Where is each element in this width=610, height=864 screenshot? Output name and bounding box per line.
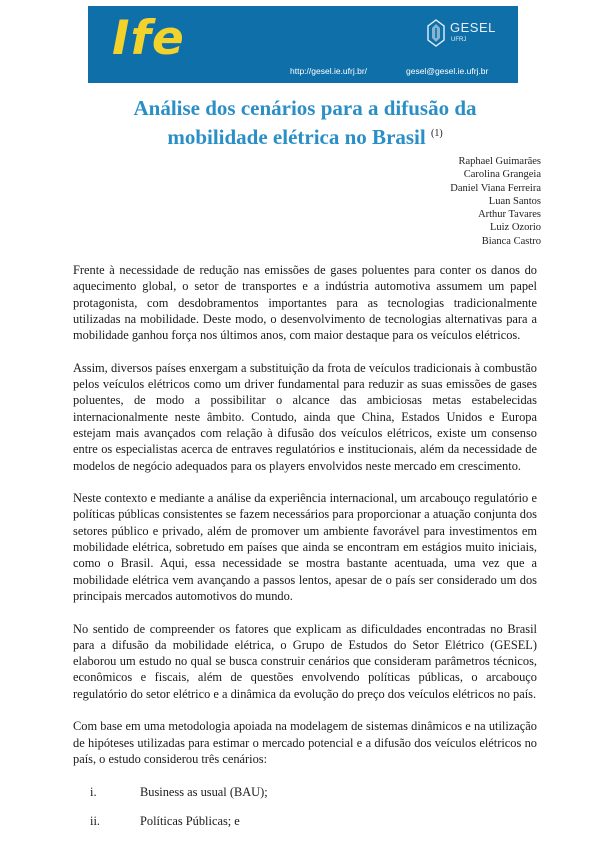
- scenario-item: [73, 813, 537, 829]
- author-name: Arthur Tavares: [478, 209, 541, 221]
- scenario-text: Políticas Públicas; e: [140, 813, 240, 828]
- body-paragraph: Neste contexto e mediante a análise da experiência internacional, um arcabouço regulatório e políticas públicas consistentes se fazem necessários para proporcionar a atuação conjunta dos setores público e privado, além de promover um ambiente favorável para investimentos em mobilidade elétrica, sobretudo em países que ainda se encontram em estágios muito iniciais, como o Brasil. Aqui, essa necessidade se mostra bastante acentuada, uma vez que a mobilidade elétrica vem avançando a passos lentos, apesar de o país ser considerado um dos principais mercados automotivos do mundo.: [73, 491, 537, 603]
- body-paragraph: No sentido de compreender os fatores que explicam as dificuldades encontradas no Brasil para a difusão da mobilidade elétrica, o Grupo de Estudos do Setor Elétrico (GESEL) elaborou um estudo no qual se busca construir cenários que consideram parâmetros técnicos, econômicos e fiscais, além de questões envolvendo políticas públicas, o arcabouço regulatório do setor elétrico e a dinâmica da evolução do preço dos veículos elétricos no país.: [73, 621, 537, 701]
- site-link[interactable]: http://gesel.ie.ufrj.br/: [290, 66, 368, 76]
- scenario-item: [73, 784, 537, 800]
- gesel-logo-icon: [424, 18, 448, 48]
- ie-logo: Ife: [112, 11, 185, 66]
- body-paragraph: Com base em uma metodologia apoiada na modelagem de sistemas dinâmicos e na utilização de hipóteses utilizadas para estimar o mercado potencial e a difusão dos veículos elétricos no país, o estudo considerou três cenários:: [73, 719, 537, 766]
- author-name: Bianca Castro: [481, 235, 541, 247]
- author-name: Luan Santos: [488, 195, 541, 207]
- body-paragraph: Frente à necessidade de redução nas emissões de gases poluentes para conter os danos do aquecimento global, o setor de transportes e a indústria automotiva assumem um papel protagonista, com desdobramentos importantes para as tecnologias tradicionalmente utilizadas na mobilidade. Deste modo, o desenvolvimento de tecnologias alternativas para a mobilidade ganhou força nos últimos anos, com maior destaque para os veículos elétricos.: [73, 263, 537, 343]
- author-name: Luiz Ozorio: [489, 222, 541, 234]
- title-footnote-marker: (1): [430, 128, 443, 139]
- author-name: Carolina Grangeia: [463, 169, 541, 181]
- scenario-list: [73, 784, 537, 830]
- header-banner: [88, 6, 518, 83]
- scenario-number: ii.: [90, 813, 100, 828]
- title-line-1: Análise dos cenários para a difusão da: [133, 96, 477, 120]
- author-list: [450, 155, 541, 248]
- document-body: [73, 262, 537, 842]
- document-title: [40, 96, 570, 150]
- gesel-name: GESEL: [450, 20, 496, 35]
- email-link[interactable]: gesel@gesel.ie.ufrj.br: [406, 66, 489, 76]
- title-line-2: mobilidade elétrica no Brasil: [167, 125, 426, 149]
- scenario-text: Business as usual (BAU);: [140, 784, 268, 799]
- body-paragraph: Assim, diversos países enxergam a substituição da frota de veículos tradicionais à combustão pelos veículos elétricos como um driver fundamental para reduzir as suas emissões de gases poluentes, de modo a possibilitar o alcance das ambiciosas metas estabelecidas internacionalmente neste âmbito. Contudo, ainda que China, Estados Unidos e Europa estejam mais avançados com relação à difusão dos veículos elétricos, existe um consenso entre os especialistas acerca de entraves regulatórios e institucionais, além da necessidade de modelos de negócio adequados para os players envolvidos neste mercado em crescimento.: [73, 360, 537, 473]
- author-name: Raphael Guimarães: [458, 156, 541, 167]
- scenario-number: i.: [90, 784, 97, 799]
- gesel-subtitle: UFRJ: [451, 37, 467, 43]
- author-name: Daniel Viana Ferreira: [450, 182, 541, 194]
